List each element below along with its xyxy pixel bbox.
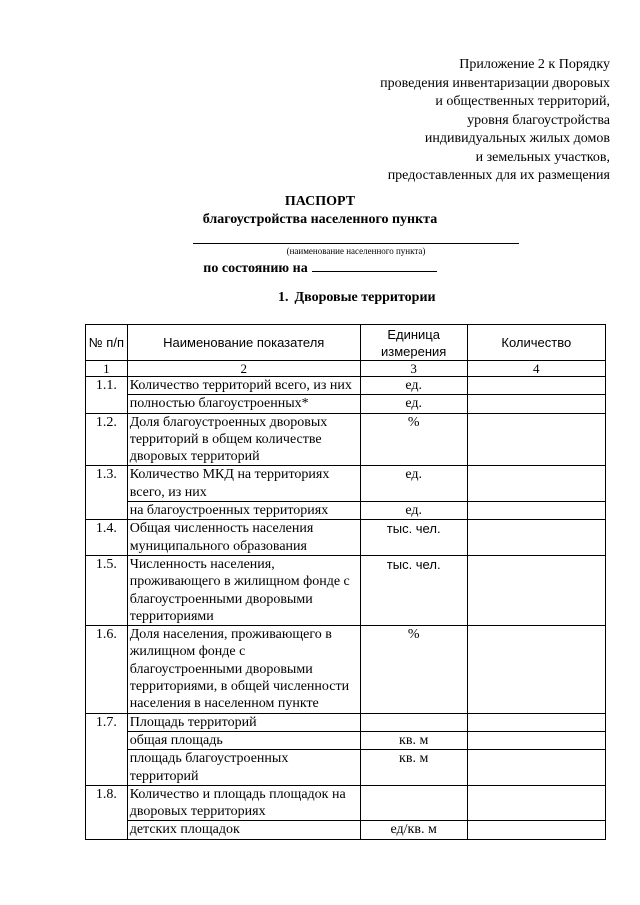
header-unit: Единица измерения — [360, 325, 467, 361]
table-row — [86, 520, 606, 556]
appendix-line: и земельных участков, — [475, 149, 610, 165]
header-indicator: Наименование показателя — [127, 325, 360, 361]
column-number: 1 — [86, 361, 128, 377]
row-number: 1.4. — [86, 520, 128, 556]
table-row — [86, 466, 606, 502]
section-heading — [278, 289, 436, 307]
appendix-line: Приложение 2 к Порядку — [459, 57, 610, 72]
table-row — [86, 502, 606, 520]
quantity-cell — [467, 626, 605, 713]
indicator-name: на благоустроенных территориях — [127, 502, 360, 520]
header-quantity: Количество — [467, 325, 605, 361]
unit-cell: ед. — [360, 377, 467, 395]
indicator-name: Доля благоустроенных дворовых территорий в общем количестве дворовых территорий — [127, 413, 360, 466]
unit-cell: тыс. чел. — [360, 520, 467, 556]
quantity-cell — [467, 555, 605, 625]
indicator-name: Количество МКД на территориях всего, из них — [127, 466, 360, 502]
quantity-cell — [467, 750, 605, 786]
indicator-name: Площадь территорий — [127, 713, 360, 731]
row-number: 1.1. — [86, 377, 128, 414]
unit-cell: ед. — [360, 502, 467, 520]
indicator-name: Общая численность населения муниципального образования — [127, 520, 360, 556]
indicator-name: Количество и площадь площадок на дворовых территориях — [127, 785, 360, 821]
settlement-name-caption: (наименование населенного пункта) — [286, 246, 426, 256]
column-number: 3 — [360, 361, 467, 377]
as-of-line — [0, 258, 640, 278]
unit-cell: ед. — [360, 466, 467, 502]
appendix-line: индивидуальных жилых домов — [424, 131, 610, 146]
column-numbers-row — [86, 361, 606, 377]
table-row — [86, 395, 606, 413]
as-of-date-blank — [312, 258, 437, 272]
unit-cell: % — [360, 413, 467, 466]
quantity-cell — [467, 466, 605, 502]
appendix-note — [380, 56, 610, 186]
table-header-row — [86, 325, 606, 361]
quantity-cell — [467, 502, 605, 520]
header-number: № п/п — [86, 325, 128, 361]
row-number: 1.2. — [86, 413, 128, 466]
table-row — [86, 555, 606, 625]
row-number: 1.5. — [86, 555, 128, 625]
table-row — [86, 750, 606, 786]
column-number: 4 — [467, 361, 605, 377]
settlement-name-blank — [193, 243, 519, 244]
unit-cell: тыс. чел. — [360, 555, 467, 625]
row-number: 1.6. — [86, 626, 128, 713]
unit-cell: ед. — [360, 395, 467, 413]
appendix-line: уровня благоустройства — [467, 112, 610, 128]
as-of-label: по состоянию на — [203, 261, 308, 276]
unit-cell: ед/кв. м — [360, 821, 467, 839]
quantity-cell — [467, 731, 605, 749]
indicator-name: Численность населения, проживающего в жилищном фонде с благоустроенными дворовыми территориями — [127, 555, 360, 625]
indicators-table — [85, 324, 606, 840]
table-row — [86, 821, 606, 839]
section-title: Дворовые территории — [294, 290, 436, 305]
document-subtitle: благоустройства населенного пункта — [202, 212, 438, 227]
unit-cell — [360, 785, 467, 821]
indicator-name: Доля населения, проживающего в жилищном фонде с благоустроенными дворовыми территориями, в общей численности населения в населенном пункте — [127, 626, 360, 713]
table-row — [86, 713, 606, 731]
table-row — [86, 626, 606, 713]
indicator-name: общая площадь — [127, 731, 360, 749]
unit-cell — [360, 713, 467, 731]
unit-cell: кв. м — [360, 750, 467, 786]
table-row — [86, 731, 606, 749]
quantity-cell — [467, 785, 605, 821]
quantity-cell — [467, 821, 605, 839]
table-row — [86, 785, 606, 821]
quantity-cell — [467, 395, 605, 413]
indicator-name: площадь благоустроенных территорий — [127, 750, 360, 786]
indicator-name: детских площадок — [127, 821, 360, 839]
quantity-cell — [467, 520, 605, 556]
table-row — [86, 377, 606, 395]
column-number: 2 — [127, 361, 360, 377]
indicator-name: полностью благоустроенных* — [127, 395, 360, 413]
appendix-line: предоставленных для их размещения — [387, 168, 610, 183]
quantity-cell — [467, 377, 605, 395]
row-number: 1.7. — [86, 713, 128, 785]
section-number: 1. — [278, 290, 289, 305]
quantity-cell — [467, 413, 605, 466]
appendix-line: проведения инвентаризации дворовых — [380, 75, 610, 91]
quantity-cell — [467, 713, 605, 731]
row-number: 1.3. — [86, 466, 128, 520]
indicator-name: Количество территорий всего, из них — [127, 377, 360, 395]
document-title: ПАСПОРТ — [284, 194, 356, 209]
appendix-line: и общественных территорий, — [435, 94, 610, 109]
unit-cell: кв. м — [360, 731, 467, 749]
table-row — [86, 413, 606, 466]
row-number: 1.8. — [86, 785, 128, 839]
unit-cell: % — [360, 626, 467, 713]
